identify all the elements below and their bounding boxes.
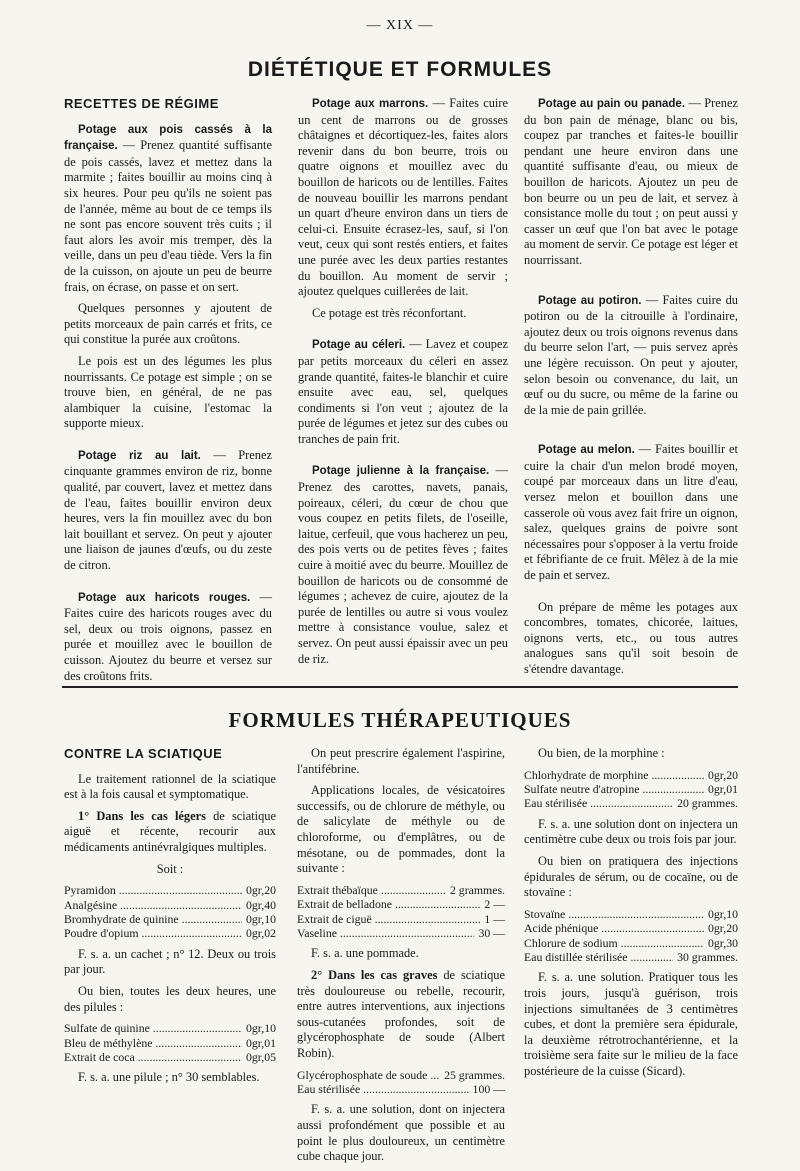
recipe-haricots-rouges <box>64 590 272 685</box>
recipe-extra: Ce potage est très réconfortant. <box>312 305 467 320</box>
case-2 <box>297 968 505 1062</box>
soit-label: Soit : <box>156 861 184 876</box>
column-2 <box>298 96 508 673</box>
formula-row: Extrait de coca ..... 0gr,05 <box>64 1050 276 1064</box>
case-title: 1° Dans les cas légers <box>78 808 206 823</box>
formula-row: Chlorure de sodium ..... 0gr,30 <box>524 936 738 950</box>
column-6 <box>524 746 738 1086</box>
recipe-title: Potage aux pois cassés à la française. <box>64 123 272 153</box>
recipe-potiron <box>524 293 738 419</box>
recipe-riz-au-lait <box>64 448 272 574</box>
recipe-julienne <box>298 463 508 667</box>
column-5 <box>297 746 505 1171</box>
formula-row: Poudre d'opium ..... 0gr,02 <box>64 926 276 940</box>
formula-row: Sulfate de quinine ..... 0gr,10 <box>64 1021 276 1035</box>
recipe-title: Potage au potiron. <box>538 294 642 307</box>
recipe-celeri <box>298 337 508 447</box>
recipe-title: Potage julienne à la française. <box>312 465 490 478</box>
formula-note: F. s. a. une solution dont on injectera un centimètre cube deux ou trois fois par jour. <box>524 816 738 847</box>
formula-row: Pyramidon ..... 0gr,20 <box>64 883 276 897</box>
formula-2 <box>64 1021 276 1064</box>
recipe-panade <box>524 96 738 269</box>
formula-note: F. s. a. une solution. Pratiquer tous les trois jours, jusqu'à guérison, trois injections simultanées de 3 centimètres cubes, et dont la première sera épidurale, la deuxième rétrotrochantérienne, et la troisième sera faite sur le milieu de la face postérieure de la cuisse (Sicard). <box>524 970 738 1078</box>
recipe-title: Potage au céleri. <box>312 339 406 352</box>
formula-row: Vaseline ..... 30 — <box>297 926 505 940</box>
recipe-marrons <box>298 96 508 300</box>
formula-row: Extrait de ciguë ..... 1 — <box>297 912 505 926</box>
closing-paragraph: On prépare de même les potages aux concombres, tomates, chicorée, laitues, oignons verts, etc., ou tous autres analogues sans qu'il soit besoin de s'étendre davantage. <box>524 599 738 676</box>
case-text: de sciatique aiguë et récente, recourir aux médicaments antinévralgiques multiples. <box>64 808 276 854</box>
recipe-text: — Prenez cinquante grammes environ de riz, bonne qualité, par couvert, lavez et mettez dans de l'eau, faites bouillir environ deux heures, vers la fin mouillez avec du bon lait bouillant et servez. On peut y ajouter une liaison de jaunes d'œufs, ou du zeste de citron. <box>64 447 272 573</box>
formula-row: Glycérophosphate de soude ..... 25 grammes. <box>297 1068 505 1082</box>
recipe-extra: Quelques personnes y ajoutent de petits morceaux de pain carrés et frits, ce qui constitue la purée aux croûtons. <box>64 301 272 347</box>
formula-row: Eau stérilisée ..... 100 — <box>297 1082 505 1096</box>
recipe-text: — Prenez quantité suffisante de pois cassés, lavez et mettez dans la marmite ; faites bouillir au moins cinq à six heures. Pour peu qu'ils ne soient pas de l'année, même au bout de ce temps ils ne sont pas encore souvent très cuits ; il faut alors les avoir mis tremper, dès la veille, dans un peu d'eau tiède. Vers la fin de la cuisson, on ajoute un peu de beurre frais, on écrase, on passe et on sert. <box>64 138 272 294</box>
recipe-extra: Le pois est un des légumes les plus nourrissants. Ce potage est simple ; on se trouve bien, en général, de ne pas alambiquer la cuisine, l'estomac la supporte mieux. <box>64 353 272 431</box>
pills-intro: Ou bien, toutes les deux heures, une des pilules : <box>64 983 276 1014</box>
page-number: — XIX — <box>366 18 434 33</box>
recipe-text: — Lavez et coupez par petits morceaux du céleri en assez grande quantité, faites-le blanchir et cuire ensuite avec eau, sel, quelques condiments si l'on veut ; ajoutez de la purée de légumes et jetez sur des cubes ou tranches de pain frit. <box>298 337 508 446</box>
formula-row: Analgésine ..... 0gr,40 <box>64 898 276 912</box>
case-1 <box>64 809 276 856</box>
recipe-title: Potage au melon. <box>538 444 635 457</box>
formula-note: F. s. a. une pommade. <box>311 946 419 961</box>
formula-row: Eau stérilisée ..... 20 grammes. <box>524 796 738 810</box>
formula-row: Chlorhydrate de morphine ..... 0gr,20 <box>524 768 738 782</box>
applications-paragraph: Applications locales, de vésicatoires successifs, ou de chlorure de méthyle, ou de salicylate de méthyle ou de chloroforme, ou d'emplâtres, ou de mésotane, ou de pommades, dont la suivante : <box>297 783 505 876</box>
column-3 <box>524 96 738 684</box>
formula-note: F. s. a. une pilule ; n° 30 semblables. <box>78 1070 260 1085</box>
formula-row: Extrait de belladone ..... 2 — <box>297 897 505 911</box>
recipe-title: Potage aux marrons. <box>312 98 429 110</box>
formula-3 <box>297 883 505 941</box>
case-title: 2° Dans les cas graves <box>311 967 438 982</box>
formula-row: Acide phénique ..... 0gr,20 <box>524 921 738 935</box>
column-1 <box>64 96 272 690</box>
formula-note: F. s. a. un cachet ; n° 12. Deux ou trois par jour. <box>64 946 276 977</box>
column-4 <box>64 746 276 1092</box>
epidural-intro: Ou bien on pratiquera des injections épidurales de sérum, ou de cocaïne, ou de stovaïne : <box>524 854 738 900</box>
recipe-text: — Faites cuire du potiron ou de la citrouille à l'ordinaire, ajoutez deux ou trois oignons revenus dans du beurre selon l'art, — puis servez après une légère recuisson. On peut y ajouter, selon besoin ou convenance, du lait, un œuf ou du sucre, ou même de la farine ou de la mie de pain grillée. <box>524 292 738 417</box>
recipe-title: Potage au pain ou panade. <box>538 98 686 110</box>
category-recettes: RECETTES DE RÉGIME <box>64 96 219 111</box>
section-title-dietetique: DIÉTÉTIQUE ET FORMULES <box>247 58 553 81</box>
formula-row: Sulfate neutre d'atropine ..... 0gr,01 <box>524 782 738 796</box>
recipe-text: — Prenez du bon pain de ménage, blanc ou bis, coupez par tranches et faites-le bouillir pendant une heure environ dans une quantité suffisante d'eau, ou mieux de bouillon de haricots. Ajoutez un peu de bon beurre ou un peu de lait, et servez à consistance molle du tout ; on peut aussi y casser un œuf que l'on bat avec le potage au moment de servir. Ce potage est léger et nourrissant. <box>524 96 738 267</box>
section-title-formules: FORMULES THÉRAPEUTIQUES <box>228 708 572 732</box>
recipe-text: — Faites bouillir et cuire la chair d'un melon brodé moyen, coupé par morceaux dans un litre d'eau, versez melon et bouillon dans une casserole où vous avez fait frire un oignon, salez, quelques grains de poivre sont nécessaires pour s'opposer à la vertu froide et fébrifiante de ce fruit. Mêlez à de la mie de pain et servez. <box>524 442 738 583</box>
recipe-text: — Faites cuire des haricots rouges avec du sel, deux ou trois oignons, passez en purée et mouillez avec le bouillon de cuisson. Ajoutez du beurre et versez sur des croûtons frits. <box>64 589 272 683</box>
formula-1 <box>64 883 276 941</box>
intro-paragraph: Le traitement rationnel de la sciatique est à la fois causal et symptomatique. <box>64 771 276 802</box>
recipe-text: — Prenez des carottes, navets, panais, poireaux, céleri, du cœur de chou que vous coupez en petits filets, de l'oseille, laitue, cerfeuil, que vous hacherez un peu, des pois verts ou de petites fèves ; faites cuire à moitié avec du beurre. Mouillez de bouillon de haricots ou de consommé de légumes ; achevez de cuire, ajoutez de la purée de lentilles ou autre si vous voulez mettre à consistance voulue, salez et servez. On peut aussi épaissir avec un peu de riz. <box>298 463 508 666</box>
formula-row: Eau distillée stérilisée ..... 30 grammes. <box>524 950 738 964</box>
formula-row: Stovaïne ..... 0gr,10 <box>524 907 738 921</box>
formula-6 <box>524 907 738 965</box>
formula-row: Extrait thébaïque ..... 2 grammes. <box>297 883 505 897</box>
formula-row: Bleu de méthylène ..... 0gr,01 <box>64 1036 276 1050</box>
category-sciatique: CONTRE LA SCIATIQUE <box>64 746 223 761</box>
formula-row: Bromhydrate de quinine ..... 0gr,10 <box>64 912 276 926</box>
recipe-pois-casses <box>64 122 272 296</box>
recipe-title: Potage riz au lait. <box>78 449 201 462</box>
recipe-melon <box>524 442 738 583</box>
morphine-intro: Ou bien, de la morphine : <box>538 746 665 760</box>
formula-4 <box>297 1068 505 1097</box>
case-text: de sciatique très douloureuse ou rebelle, recourir, entre autres interventions, aux injections sous-cutanées profondes, soit de glycérophosphate de soude (Albert Robin). <box>297 967 505 1060</box>
recipe-title: Potage aux haricots rouges. <box>78 591 251 604</box>
aspirine-paragraph: On peut prescrire également l'aspirine, l'antifébrine. <box>297 746 505 776</box>
formula-note: F. s. a. une solution, dont on injectera aussi profondément que possible et au point le plus douloureux, un centimètre cube chaque jour. <box>297 1102 505 1164</box>
recipe-text: — Faites cuire un cent de marrons ou de grosses châtaignes et décortiquez-les, faites alors revenir dans du bon beurre, trois ou quatre oignons et mouillez avec du bouillon de haricots ou de lentilles. Faites de nouveau bouillir les marrons pendant un quart d'heure environ dans un tiers de celui-ci. Ensuite écrasez-les, sauf, si l'on veut, ceux qui sont restés entiers, et faites une purée avec les deux parties restantes du bouillon. Au moment de servir ; ajoutez quelques cuillerées de lait. <box>298 96 508 299</box>
section-divider <box>62 686 738 688</box>
formula-5 <box>524 768 738 811</box>
